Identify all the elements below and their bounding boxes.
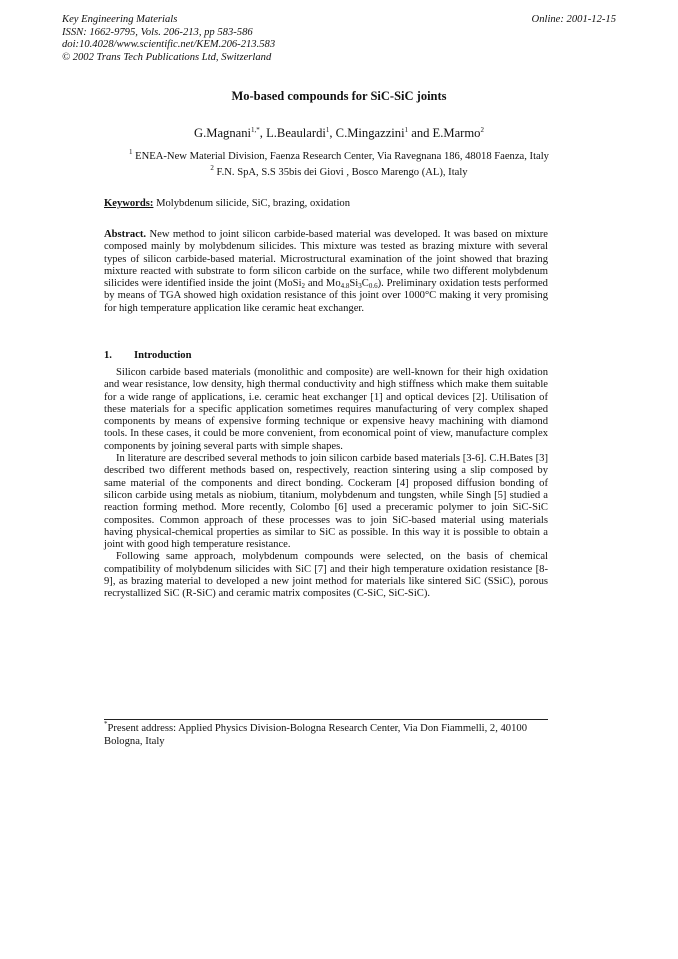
affil-mark: 1 — [129, 148, 133, 156]
paragraph: Following same approach, molybdenum compounds were selected, on the basis of chemical compatibility of molybdenum silicides with SiC [7] and their high temperature oxidation resistance [8-9], as brazing material to developed a new joint method for materials like sintered SiC (SSiC), porous recrystallized SiC (R-SiC) and ceramic matrix composites (C-SiC, SiC-SiC). — [104, 551, 548, 600]
section-heading — [104, 350, 192, 361]
keywords-label: Keywords: — [104, 198, 154, 209]
footnote-mark: * — [104, 720, 108, 728]
keywords-text: Molybdenum silicide, SiC, brazing, oxidation — [153, 198, 350, 209]
footnote-text: Present address: Applied Physics Division-Bologna Research Center, Via Don Fiammelli, 2, 40100 Bologna, Italy — [104, 723, 527, 747]
affiliation-2 — [0, 164, 678, 178]
abstract-text: C — [361, 278, 369, 290]
subscript: 4.8 — [340, 282, 350, 291]
issn-line: ISSN: 1662-9795, Vols. 206-213, pp 583-586 — [62, 26, 253, 38]
online-date: Online: 2001-12-15 — [531, 14, 616, 25]
subscript: 3 — [358, 282, 362, 291]
author-affil-mark: 1 — [404, 126, 409, 134]
subscript: 2 — [301, 282, 306, 291]
introduction-body — [104, 367, 548, 601]
subscript: 0.6 — [368, 282, 378, 291]
doi-line: doi:10.4028/www.scientific.net/KEM.206-213.583 — [62, 39, 276, 51]
keywords — [104, 198, 350, 209]
author-name: , L.Beaulardi — [259, 126, 326, 140]
copyright-line: © 2002 Trans Tech Publications Ltd, Switzerland — [62, 51, 272, 63]
affil-text: F.N. SpA, S.S 35bis dei Giovi , Bosco Marengo (AL), Italy — [213, 167, 468, 178]
section-title: Introduction — [134, 350, 192, 361]
author-affil-mark: 1 — [325, 126, 330, 134]
abstract-text: New method to joint silicon carbide-based material was developed. It was based on mixture composed mainly by molybdenum silicides. This mixture was tested as brazing mixture with several types of silicon carbide-based material. Microstructural examination of the joint showed that brazing mixture reacted with substrate to form silicon carbide on the surface, while two different molybdenum silicides were identified inside the joint (MoSi — [104, 229, 548, 290]
abstract-text: ). Preliminary oxidation tests performed by means of TGA showed high oxidation resistance of this joint over 1000°C making it very promising for high temperature application like ceramic heat exchanger. — [104, 278, 548, 314]
paragraph: In literature are described several methods to join silicon carbide based materials [3-6]. C.H.Bates [3] described two different methods based on, respectively, reaction sintering using a slip composed by same material of the components and direct bonding. Cockeram [4] proposed diffusion bonding of silicon carbide using metals as niobium, titanium, molybdenum and tungsten, while Singh [5] studied a reaction forming method. More recently, Colombo [6] used a preceramic polymer to join SiC-SiC composites. Common approach of these processes was to join SiC-based material using materials having physical-chemical properties as similar to SiC as possible. In this way it is possible to obtain a joint with good high temperature resistance. — [104, 453, 548, 551]
author-list — [0, 126, 678, 141]
section-number: 1. — [104, 350, 112, 361]
author-affil-mark: 2 — [480, 126, 484, 134]
abstract-text: and Mo — [305, 278, 341, 290]
author-affil-mark: 1,* — [251, 126, 260, 134]
abstract-text: Si — [349, 278, 359, 290]
author-name: , C.Mingazzini — [329, 126, 405, 140]
paragraph: Silicon carbide based materials (monolithic and composite) are well-known for their high oxidation and wear resistance, low density, high thermal conductivity and high stiffness which make them suitable for a wide range of applications, i.e. ceramic heat exchanger [1] and optical devices [2]. Utilisation of these materials for a specific application sometimes requires manufacturing of very complex shaped components by means of expensive forming technique or expensive heavy machining with diamond tools. In these cases, it could be more convenient, from economical point of view, manufacture complex components by joining several parts with simple shapes. — [104, 367, 548, 452]
affiliation-1 — [0, 148, 678, 162]
journal-header — [62, 14, 275, 64]
author-name: and E.Marmo — [408, 126, 481, 140]
footnote-rule — [104, 719, 548, 720]
affil-mark: 2 — [210, 164, 214, 172]
affil-text: ENEA-New Material Division, Faenza Research Center, Via Ravegnana 186, 48018 Faenza, Italy — [132, 151, 549, 162]
abstract — [104, 229, 548, 315]
journal-name: Key Engineering Materials — [62, 14, 178, 25]
author-name: G.Magnani — [194, 126, 252, 140]
paper-title: Mo-based compounds for SiC-SiC joints — [231, 89, 447, 103]
abstract-label: Abstract. — [104, 229, 147, 240]
footnote — [104, 722, 548, 748]
